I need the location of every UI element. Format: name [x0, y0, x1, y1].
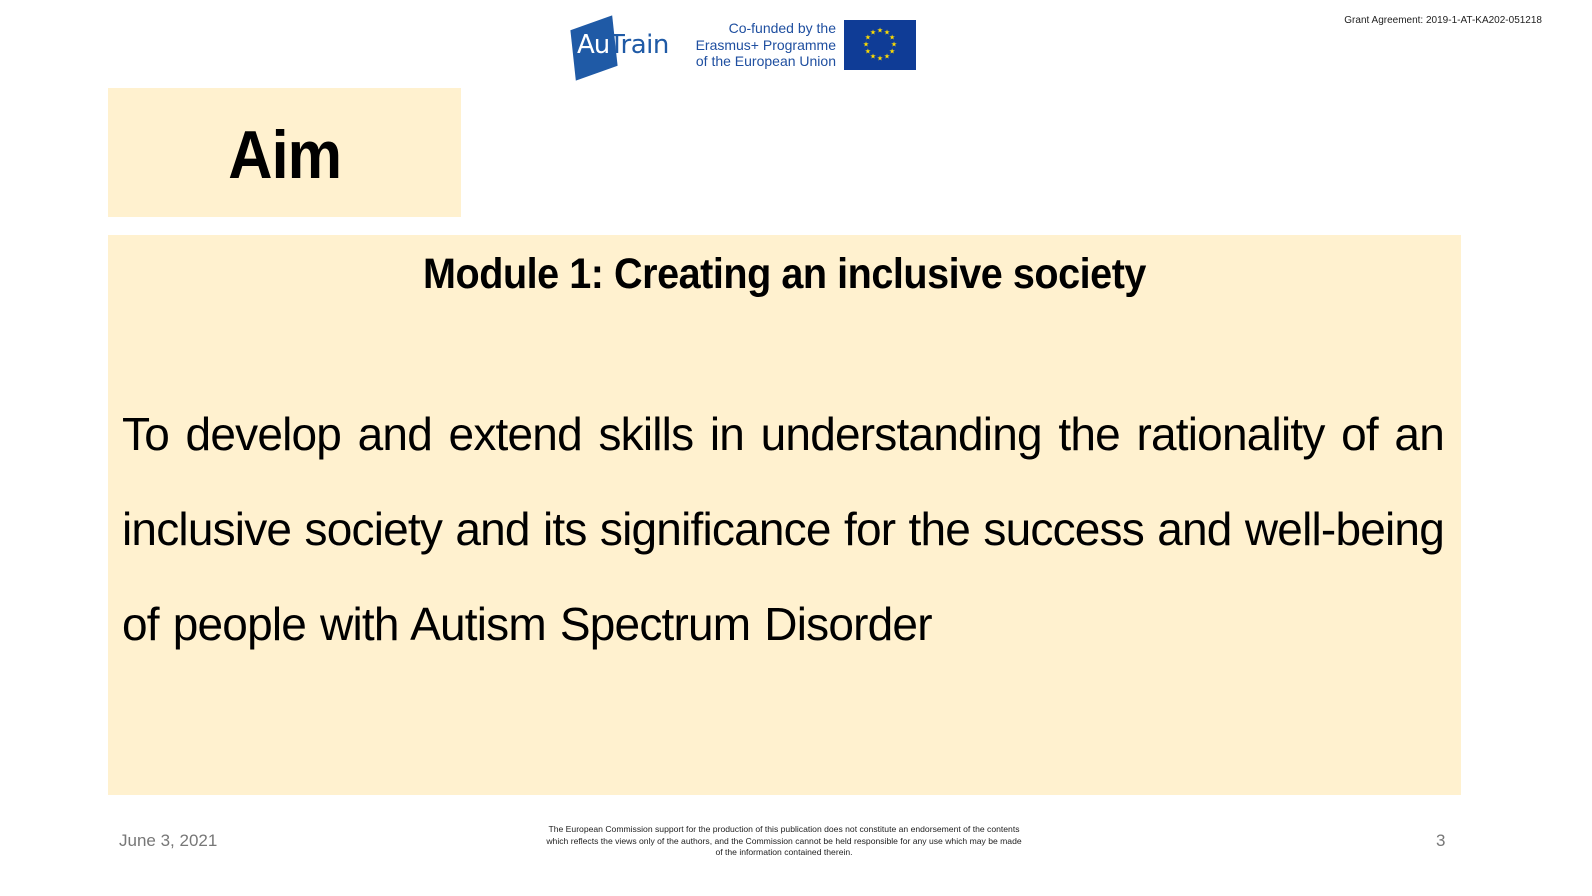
cofund-line-2: Erasmus+ Programme: [695, 36, 836, 53]
svg-text:★: ★: [888, 33, 896, 42]
svg-text:★: ★: [883, 28, 891, 37]
svg-text:★: ★: [864, 47, 872, 56]
svg-text:★: ★: [876, 54, 884, 63]
page-number: 3: [1436, 831, 1446, 850]
disclaimer-line-2: which reflects the views only of the authors, and the Commission cannot be held responsible for any use which may be made: [546, 835, 1022, 846]
content-box: [108, 235, 1461, 795]
disclaimer-line-3: of the information contained therein.: [715, 847, 853, 857]
autrain-logo: [565, 16, 679, 78]
slide-title: Aim: [228, 116, 341, 193]
svg-text:★: ★: [869, 52, 877, 61]
grant-agreement: Grant Agreement: 2019-1-AT-KA202-051218: [1344, 15, 1542, 26]
eu-flag-icon: [844, 20, 916, 70]
svg-text:★: ★: [888, 47, 896, 56]
svg-text:★: ★: [862, 40, 870, 49]
svg-text:★: ★: [869, 28, 877, 37]
svg-text:★: ★: [876, 26, 884, 35]
aim-line-1: To develop and extend skills in understanding the rationality of an: [122, 408, 1444, 460]
svg-text:★: ★: [890, 40, 898, 49]
svg-text:★: ★: [864, 33, 872, 42]
svg-text:★: ★: [883, 52, 891, 61]
aim-line-2: inclusive society and its significance for the success and well-being: [122, 503, 1444, 555]
cofund-text: [688, 20, 836, 70]
title-box: [108, 88, 461, 217]
footer-date: June 3, 2021: [119, 831, 218, 850]
module-heading: Module 1: Creating an inclusive society: [423, 250, 1146, 298]
eu-flag-stars: [844, 20, 916, 70]
aim-description: [122, 387, 1444, 672]
autrain-logo-au: Au: [577, 30, 610, 60]
footer-disclaimer: [520, 824, 1048, 859]
cofund-line-1: Co-funded by the: [728, 20, 836, 36]
cofund-line-3: of the European Union: [695, 53, 836, 69]
autrain-logo-train: Train: [609, 30, 669, 60]
disclaimer-line-1: The European Commission support for the production of this publication does not constitute an endorsement of the contents: [548, 824, 1020, 834]
aim-line-3: of people with Autism Spectrum Disorder: [122, 598, 932, 650]
